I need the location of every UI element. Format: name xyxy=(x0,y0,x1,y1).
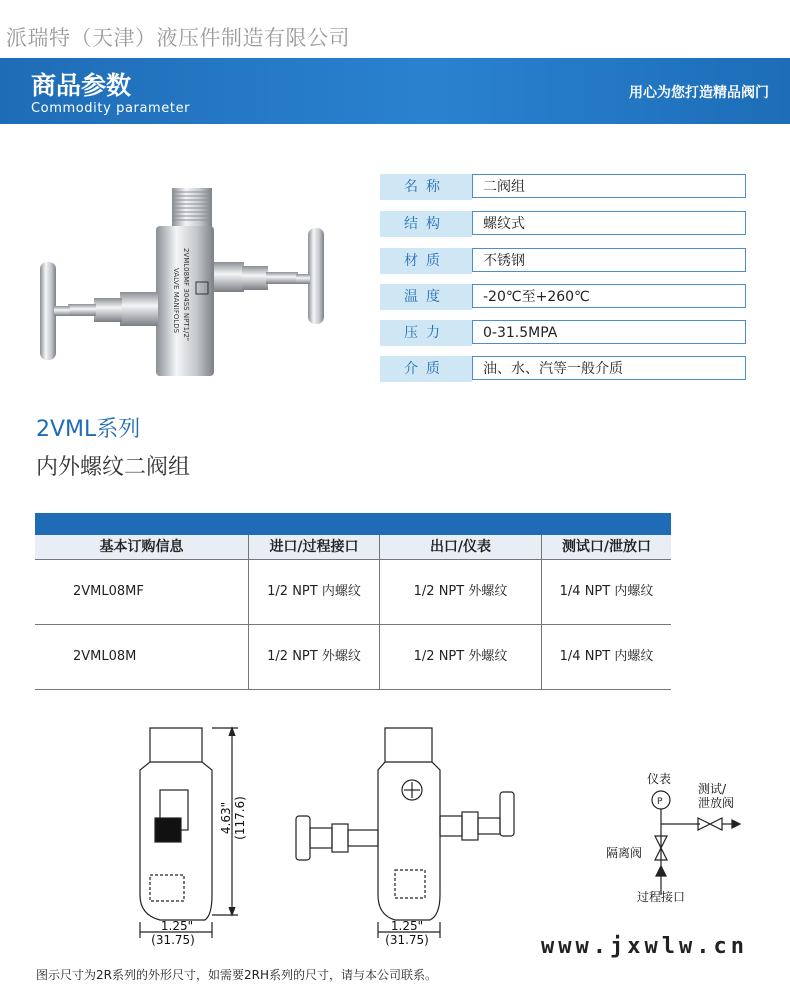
param-key: 介质 xyxy=(380,356,472,382)
banner-subtitle: Commodity parameter xyxy=(31,101,191,116)
param-value: 不锈钢 xyxy=(472,248,746,272)
header-cell: 测试口/泄放口 xyxy=(541,535,671,559)
schematic-process-label: 过程接口 xyxy=(637,890,686,904)
param-row xyxy=(380,284,746,310)
table-cell: 2VML08MF xyxy=(73,584,144,599)
banner-slogan: 用心为您打造精品阀门 xyxy=(629,85,769,101)
width-dim-1-mm: (31.75) xyxy=(151,933,195,947)
param-row xyxy=(380,356,746,382)
param-row xyxy=(380,211,746,237)
param-row xyxy=(380,320,746,346)
series-title: 2VML系列 xyxy=(36,417,141,442)
param-key: 温度 xyxy=(380,284,472,310)
product-subtitle: 内外螺纹二阀组 xyxy=(36,455,191,480)
param-key: 材质 xyxy=(380,248,472,274)
schematic-isolation-label: 隔离阀 xyxy=(606,846,643,860)
table-row xyxy=(35,560,671,625)
param-key: 结构 xyxy=(380,211,472,237)
schematic-test-label-1: 测试/ xyxy=(698,782,727,796)
ordering-table xyxy=(35,513,671,690)
param-value: 二阀组 xyxy=(472,174,746,198)
header-cell: 出口/仪表 xyxy=(379,535,541,559)
schematic-instrument-label: 仪表 xyxy=(647,772,672,786)
table-row xyxy=(35,625,671,690)
product-image xyxy=(32,178,342,388)
table-cell: 1/2 NPT 内螺纹 xyxy=(248,560,379,624)
height-mm: (117.6) xyxy=(233,796,247,840)
header-cell: 基本订购信息 xyxy=(99,539,184,555)
company-name: 派瑞特（天津）液压件制造有限公司 xyxy=(6,26,350,50)
param-key: 压力 xyxy=(380,320,472,346)
param-row xyxy=(380,174,746,200)
instrument-symbol: P xyxy=(657,797,663,807)
body-engraving-1: VALVE MANIFOLDS xyxy=(172,268,180,334)
front-view-outline xyxy=(378,728,440,920)
table-header xyxy=(35,535,671,560)
param-value: -20℃至+260℃ xyxy=(472,284,746,308)
footnote: 图示尺寸为2R系列的外形尺寸，如需要2RH系列的尺寸，请与本公司联系。 xyxy=(36,968,437,982)
param-key: 名称 xyxy=(380,174,472,200)
table-cell: 1/4 NPT 内螺纹 xyxy=(541,625,671,689)
table-top-bar xyxy=(35,513,671,535)
header-cell: 进口/过程接口 xyxy=(248,535,379,559)
table-cell: 1/2 NPT 外螺纹 xyxy=(248,625,379,689)
section-banner xyxy=(0,58,790,124)
height-dimension-label xyxy=(206,790,246,850)
table-cell: 1/2 NPT 外螺纹 xyxy=(379,560,541,624)
schematic-test-label-2: 泄放阀 xyxy=(698,796,735,810)
param-row xyxy=(380,248,746,274)
param-value: 螺纹式 xyxy=(472,211,746,235)
body-engraving-2: 2VML08MF 304SS NPT1/2" xyxy=(182,248,190,342)
table-cell: 2VML08M xyxy=(73,649,137,664)
height-in: 4.63" xyxy=(219,801,233,835)
param-value: 0-31.5MPA xyxy=(472,320,746,344)
param-value: 油、水、汽等一般介质 xyxy=(472,356,746,380)
width-dim-2-in: 1.25" xyxy=(390,919,424,933)
website-url: www.jxwlw.cn xyxy=(541,934,748,959)
table-cell: 1/4 NPT 内螺纹 xyxy=(541,560,671,624)
width-dim-1-in: 1.25" xyxy=(160,919,194,933)
table-cell: 1/2 NPT 外螺纹 xyxy=(379,625,541,689)
banner-title: 商品参数 xyxy=(31,71,132,100)
width-dim-2-mm: (31.75) xyxy=(385,933,429,947)
